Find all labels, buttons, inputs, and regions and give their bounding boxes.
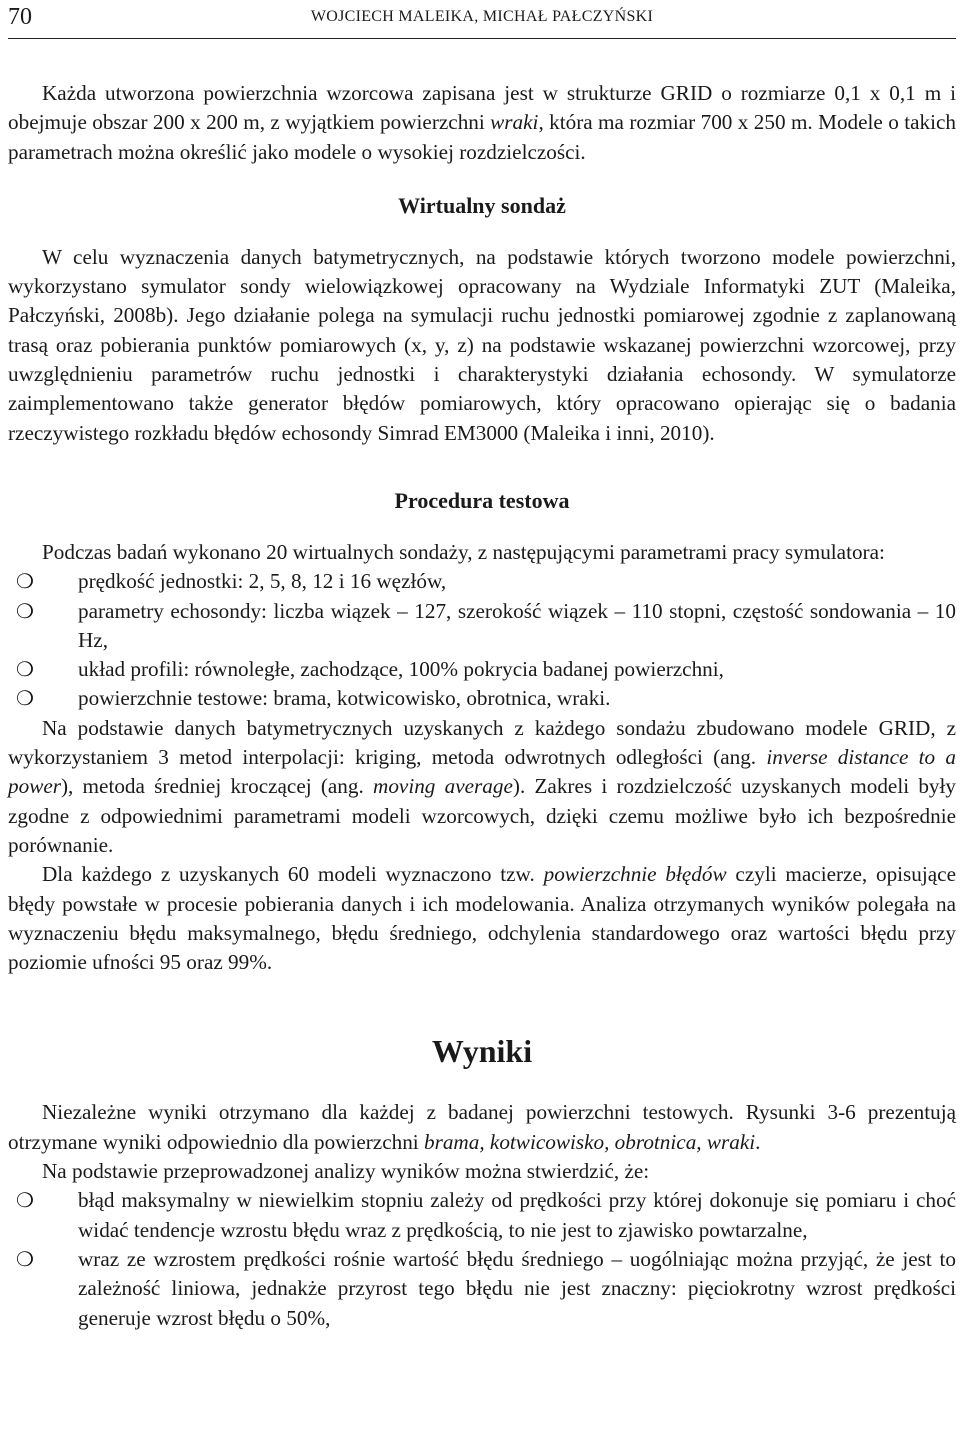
list-item: ❍ wraz ze wzrostem prędkości rośnie wartość błędu średniego – uogólniając można przyjąć, że jest to zależność liniowa, jednakże przyrost tego błędu nie jest znaczny: pięciokrotny wzrost prędkości generuje wzrost błędu o 50%, [16, 1246, 956, 1330]
bullet-icon: ❍ [16, 657, 34, 682]
error-surfaces-paragraph: Dla każdego z uzyskanych 60 modeli wyznaczono tzw. powierzchnie błędów czyli macierze, opisujące błędy powstałe w procesie pobierania danych i ich modelowania. Analiza otrzymanych wyników polegała na wyznaczeniu błędu maksymalnego, błędu średniego, odchylenia standardowego oraz wartości błędu przy poziomie ufności 95 oraz 99%. [8, 862, 956, 975]
intro-paragraph: Każda utworzona powierzchnia wzorcowa zapisana jest w strukturze GRID o rozmiarze 0,1 x 0,1 m i obejmuje obszar 200 x 200 m, z wyjątkiem powierzchni wraki, która ma rozmiar 700 x 250 m. Modele o takich parametrach można określić jako modele o wysokiej rozdzielczości. [8, 81, 956, 164]
procedure-lead-paragraph: Podczas badań wykonano 20 wirtualnych sondaży, z następującymi parametrami pracy symulatora: [42, 539, 885, 564]
bullet-icon: ❍ [16, 598, 34, 623]
running-header [8, 0, 956, 39]
conclusions-list [8, 1186, 956, 1332]
list-item: ❍ parametry echosondy: liczba wiązek – 127, szerokość wiązek – 110 stopni, częstość sondowania – 10 Hz, [16, 598, 956, 652]
bullet-icon: ❍ [16, 569, 34, 594]
header-authors: WOJCIECH MALEIKA, MICHAŁ PAŁCZYŃSKI [310, 8, 654, 25]
virtual-survey-paragraph: W celu wyznaczenia danych batymetrycznych, na podstawie których tworzono modele powierzchni, wykorzystano symulator sondy wielowiązkowej opracowany na Wydziale Informatyki ZUT (Maleika, Pałczyński, 2008b). Jego działanie polega na symulacji ruchu jednostki pomiarowej zgodnie z zaplanowaną trasą oraz pobierania punktów pomiarowych (x, y, z) na podstawie wskazanej powierzchni wzorcowej, przy uwzględnieniu parametrów ruchu jednostki i charakterystyki działania echosondy. W symulatorze zaimplementowano także generator błędów pomiarowych, który opracowano opierając się o badania rzeczywistego rozkładu błędów echosondy Simrad EM3000 (Maleika i inni, 2010). [8, 244, 956, 445]
conclusions-lead-paragraph: Na podstawie przeprowadzonej analizy wyników można stwierdzić, że: [42, 1159, 650, 1184]
section-heading-virtual-survey: Wirtualny sondaż [398, 192, 566, 218]
bullet-icon: ❍ [16, 1188, 34, 1213]
document-page [8, 0, 956, 1333]
bullet-icon: ❍ [16, 1246, 34, 1271]
list-item: ❍ powierzchnie testowe: brama, kotwicowisko, obrotnica, wraki. [8, 684, 956, 713]
list-item: ❍ układ profili: równoległe, zachodzące, 100% pokrycia badanej powierzchni, [8, 655, 956, 684]
section-heading-results: Wyniki [431, 1033, 533, 1070]
grid-models-paragraph: Na podstawie danych batymetrycznych uzyskanych z każdego sondażu zbudowano modele GRID, z wykorzystaniem 3 metod interpolacji: kriging, metoda odwrotnych odległości (ang. inverse distance to a power), metoda średniej kroczącej (ang. moving average). Zakres i rozdzielczość uzyskanych modeli były zgodne z odpowiednimi parametrami modeli wzorcowych, dzięki czemu możliwe było ich bezpośrednie porównanie. [8, 715, 956, 857]
results-paragraph: Niezależne wyniki otrzymano dla każdej z badanej powierzchni testowych. Rysunki 3-6 prezentują otrzymane wyniki odpowiednio dla powierzchni brama, kotwicowisko, obrotnica, wraki. [8, 1100, 956, 1154]
bullet-icon: ❍ [16, 686, 34, 711]
list-item: ❍ prędkość jednostki: 2, 5, 8, 12 i 16 węzłów, [8, 567, 956, 596]
page-number: 70 [8, 4, 32, 30]
section-heading-test-procedure: Procedura testowa [394, 487, 570, 513]
simulator-parameters-list [8, 567, 956, 713]
list-item: ❍ błąd maksymalny w niewielkim stopniu zależy od prędkości przy której dokonuje się pomiaru i choć widać tendencje wzrostu błędu wraz z prędkością, to nie jest to zjawisko powtarzalne, [16, 1188, 956, 1242]
